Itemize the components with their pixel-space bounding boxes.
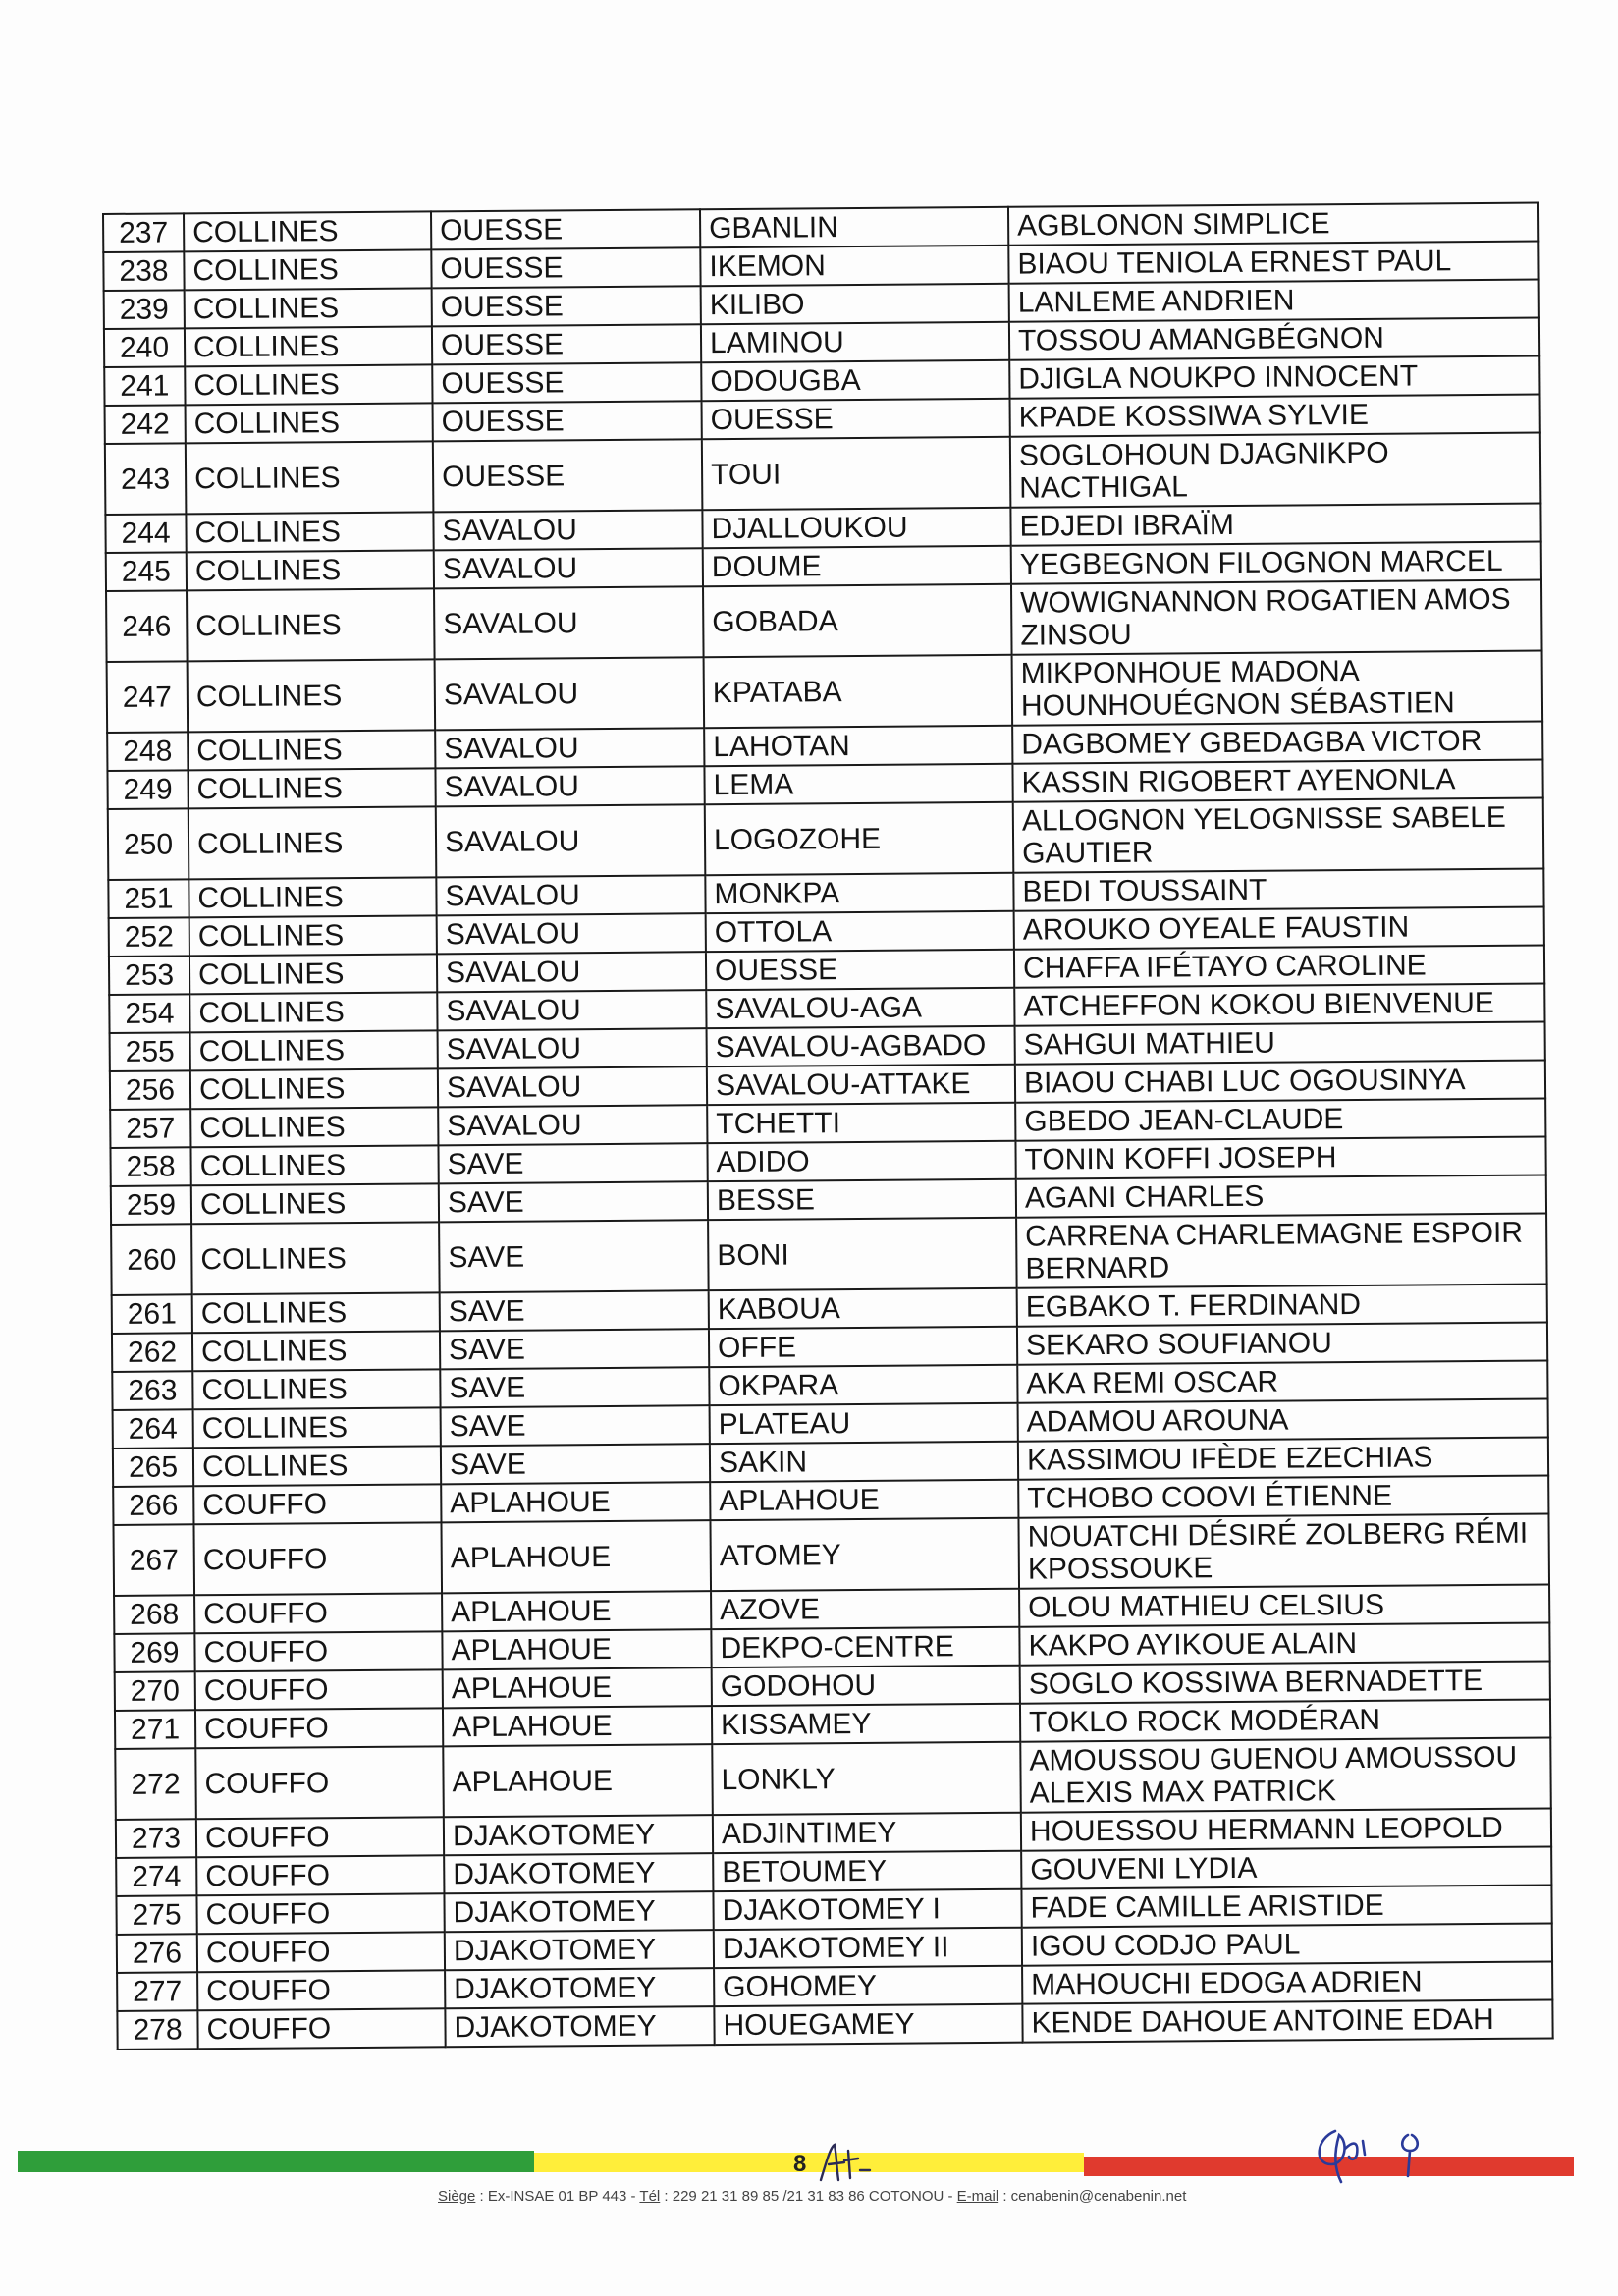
row-number-cell: 242 bbox=[105, 405, 186, 444]
roster-table bbox=[102, 202, 1554, 2050]
commune-cell: SAVE bbox=[440, 1367, 709, 1407]
row-number-cell: 273 bbox=[116, 1819, 196, 1858]
arrondissement-cell: IKEMON bbox=[700, 246, 1008, 286]
department-cell: COLLINES bbox=[190, 1068, 438, 1109]
arrondissement-cell: OTTOLA bbox=[706, 911, 1014, 952]
table-row bbox=[108, 797, 1544, 879]
arrondissement-cell: SAVALOU-AGBADO bbox=[707, 1026, 1015, 1066]
commune-cell: SAVALOU bbox=[435, 728, 704, 768]
row-number-cell: 255 bbox=[110, 1032, 190, 1071]
arrondissement-cell: KILIBO bbox=[701, 284, 1009, 324]
commune-cell: SAVE bbox=[439, 1181, 708, 1222]
arrondissement-cell: OUESSE bbox=[706, 950, 1014, 990]
arrondissement-cell: SAVALOU-AGA bbox=[706, 988, 1014, 1028]
row-number-cell: 268 bbox=[114, 1595, 194, 1634]
arrondissement-cell: GODOHOU bbox=[712, 1666, 1020, 1706]
row-number-cell: 245 bbox=[106, 552, 187, 591]
commune-cell: SAVE bbox=[440, 1329, 709, 1369]
commune-cell: SAVALOU bbox=[435, 766, 704, 806]
department-cell: COLLINES bbox=[191, 1183, 439, 1224]
tel-label: Tél bbox=[639, 2188, 661, 2205]
row-number-cell: 240 bbox=[104, 328, 185, 367]
siege-label: Siège bbox=[438, 2188, 476, 2205]
arrondissement-cell: KISSAMEY bbox=[712, 1704, 1020, 1744]
row-number-cell: 269 bbox=[114, 1633, 194, 1672]
commune-cell: SAVALOU bbox=[434, 548, 703, 588]
person-name-cell: SEKARO SOUFIANOU bbox=[1017, 1322, 1547, 1364]
roster-table-body bbox=[103, 203, 1553, 2050]
email-label: E-mail bbox=[956, 2188, 999, 2205]
department-cell: COLLINES bbox=[186, 441, 434, 514]
department-cell: COUFFO bbox=[196, 1817, 444, 1857]
row-number-cell: 271 bbox=[115, 1710, 195, 1749]
person-name-cell: OLOU MATHIEU CELSIUS bbox=[1019, 1584, 1549, 1626]
row-number-cell: 262 bbox=[112, 1333, 192, 1372]
person-name-cell: BIAOU TENIOLA ERNEST PAUL bbox=[1008, 242, 1538, 284]
commune-cell: SAVALOU bbox=[436, 875, 705, 915]
table-row bbox=[115, 1737, 1551, 1819]
department-cell: COLLINES bbox=[188, 730, 435, 770]
commune-cell: SAVE bbox=[440, 1290, 709, 1331]
row-number-cell: 259 bbox=[111, 1185, 191, 1225]
arrondissement-cell: LOGOZOHE bbox=[705, 802, 1014, 875]
department-cell: COLLINES bbox=[192, 1331, 440, 1371]
arrondissement-cell: DJALLOUKOU bbox=[702, 508, 1010, 548]
arrondissement-cell: APLAHOUE bbox=[710, 1480, 1018, 1520]
row-number-cell: 239 bbox=[104, 290, 185, 329]
department-cell: COLLINES bbox=[189, 806, 437, 879]
person-name-cell: EGBAKO T. FERDINAND bbox=[1017, 1284, 1547, 1326]
commune-cell: APLAHOUE bbox=[442, 1591, 711, 1631]
tel-value: : 229 21 31 89 85 /21 31 83 86 COTONOU - bbox=[660, 2188, 957, 2205]
person-name-cell: HOUESSOU HERMANN LEOPOLD bbox=[1021, 1808, 1551, 1850]
arrondissement-cell: SAKIN bbox=[710, 1442, 1018, 1482]
department-cell: COLLINES bbox=[186, 512, 433, 552]
department-cell: COLLINES bbox=[184, 249, 431, 290]
table-row bbox=[106, 579, 1542, 661]
person-name-cell: AROUKO OYEALE FAUSTIN bbox=[1014, 906, 1544, 949]
row-number-cell: 256 bbox=[110, 1070, 190, 1110]
row-number-cell: 250 bbox=[108, 808, 189, 880]
department-cell: COLLINES bbox=[192, 1292, 440, 1333]
arrondissement-cell: LONKLY bbox=[712, 1742, 1021, 1815]
department-cell: COLLINES bbox=[188, 659, 436, 732]
person-name-cell: MIKPONHOUE MADONA HOUNHOUÉGNON SÉBASTIEN bbox=[1012, 650, 1543, 725]
footer-address bbox=[438, 2188, 1187, 2205]
department-cell: COLLINES bbox=[185, 326, 432, 366]
arrondissement-cell: ODOUGBA bbox=[701, 360, 1009, 401]
person-name-cell: AKA REMI OSCAR bbox=[1017, 1360, 1547, 1402]
department-cell: COUFFO bbox=[196, 1893, 444, 1934]
commune-cell: DJAKOTOMEY bbox=[445, 1968, 714, 2008]
commune-cell: DJAKOTOMEY bbox=[445, 1930, 714, 1970]
commune-cell: SAVALOU bbox=[436, 804, 706, 877]
department-cell: COUFFO bbox=[197, 2008, 445, 2049]
commune-cell: SAVALOU bbox=[433, 510, 702, 550]
siege-address: : Ex-INSAE 01 BP 443 - bbox=[475, 2188, 640, 2205]
arrondissement-cell: LAHOTAN bbox=[704, 726, 1012, 766]
commune-cell: OUESSE bbox=[432, 362, 701, 403]
person-name-cell: TONIN KOFFI JOSEPH bbox=[1015, 1136, 1545, 1178]
person-name-cell: TOKLO ROCK MODÉRAN bbox=[1020, 1699, 1550, 1741]
department-cell: COLLINES bbox=[187, 550, 434, 590]
arrondissement-cell: SAVALOU-ATTAKE bbox=[707, 1065, 1015, 1105]
person-name-cell: KASSIMOU IFÈDE EZECHIAS bbox=[1018, 1437, 1548, 1479]
department-cell: COLLINES bbox=[184, 211, 431, 251]
commune-cell: SAVALOU bbox=[438, 1066, 707, 1107]
arrondissement-cell: TCHETTI bbox=[707, 1103, 1015, 1143]
department-cell: COUFFO bbox=[193, 1484, 441, 1524]
person-name-cell: DJIGLA NOUKPO INNOCENT bbox=[1009, 356, 1539, 399]
person-name-cell: ADAMOU AROUNA bbox=[1018, 1398, 1548, 1441]
department-cell: COLLINES bbox=[185, 364, 432, 405]
person-name-cell: CARRENA CHARLEMAGNE ESPOIR BERNARD bbox=[1016, 1213, 1547, 1287]
signature-icon bbox=[1306, 2121, 1453, 2186]
commune-cell: OUESSE bbox=[431, 209, 700, 249]
person-name-cell: KAKPO AYIKOUE ALAIN bbox=[1019, 1622, 1549, 1665]
commune-cell: APLAHOUE bbox=[443, 1744, 713, 1817]
row-number-cell: 267 bbox=[113, 1524, 194, 1596]
person-name-cell: MAHOUCHI EDOGA ADRIEN bbox=[1022, 1961, 1552, 2003]
row-number-cell: 275 bbox=[116, 1895, 196, 1935]
department-cell: COUFFO bbox=[195, 1708, 443, 1748]
department-cell: COUFFO bbox=[196, 1855, 444, 1895]
row-number-cell: 253 bbox=[109, 956, 189, 995]
row-number-cell: 266 bbox=[113, 1486, 193, 1525]
department-cell: COLLINES bbox=[190, 1107, 438, 1147]
commune-cell: DJAKOTOMEY bbox=[444, 1853, 713, 1893]
arrondissement-cell: DJAKOTOMEY I bbox=[713, 1889, 1021, 1930]
commune-cell: OUESSE bbox=[432, 324, 701, 364]
commune-cell: APLAHOUE bbox=[443, 1706, 712, 1746]
department-cell: COLLINES bbox=[193, 1446, 441, 1486]
row-number-cell: 244 bbox=[105, 514, 186, 553]
person-name-cell: KASSIN RIGOBERT AYENONLA bbox=[1012, 759, 1542, 801]
arrondissement-cell: ATOMEY bbox=[710, 1518, 1019, 1591]
department-cell: COLLINES bbox=[189, 915, 437, 956]
person-name-cell: TOSSOU AMANGBÉGNON bbox=[1009, 318, 1539, 360]
department-cell: COLLINES bbox=[190, 1030, 438, 1070]
person-name-cell: ALLOGNON YELOGNISSE SABELE GAUTIER bbox=[1013, 797, 1544, 872]
row-number-cell: 247 bbox=[107, 661, 189, 733]
person-name-cell: NOUATCHI DÉSIRÉ ZOLBERG RÉMI KPOSSOUKE bbox=[1018, 1513, 1549, 1588]
commune-cell: DJAKOTOMEY bbox=[444, 1891, 713, 1932]
row-number-cell: 263 bbox=[112, 1371, 192, 1410]
arrondissement-cell: MONKPA bbox=[705, 873, 1013, 913]
department-cell: COUFFO bbox=[195, 1746, 444, 1819]
row-number-cell: 274 bbox=[116, 1857, 196, 1896]
row-number-cell: 238 bbox=[103, 251, 184, 291]
person-name-cell: AGBLONON SIMPLICE bbox=[1008, 203, 1538, 246]
arrondissement-cell: DOUME bbox=[703, 546, 1011, 586]
person-name-cell: ATCHEFFON KOKOU BIENVENUE bbox=[1014, 983, 1544, 1025]
commune-cell: OUESSE bbox=[433, 401, 702, 441]
person-name-cell: SOGLO KOSSIWA BERNADETTE bbox=[1020, 1661, 1550, 1703]
arrondissement-cell: LAMINOU bbox=[701, 322, 1009, 362]
arrondissement-cell: GOBADA bbox=[703, 584, 1012, 657]
row-number-cell: 251 bbox=[108, 879, 189, 918]
commune-cell: OUESSE bbox=[432, 286, 701, 326]
arrondissement-cell: BETOUMEY bbox=[713, 1851, 1021, 1891]
department-cell: COLLINES bbox=[189, 877, 436, 917]
person-name-cell: SAHGUI MATHIEU bbox=[1015, 1021, 1545, 1064]
commune-cell: OUESSE bbox=[433, 439, 703, 512]
person-name-cell: CHAFFA IFÉTAYO CAROLINE bbox=[1014, 945, 1544, 987]
commune-cell: SAVALOU bbox=[437, 952, 706, 992]
commune-cell: DJAKOTOMEY bbox=[444, 1815, 713, 1855]
arrondissement-cell: ADJINTIMEY bbox=[713, 1813, 1021, 1853]
department-cell: COUFFO bbox=[193, 1522, 442, 1595]
commune-cell: SAVALOU bbox=[437, 913, 706, 954]
row-number-cell: 277 bbox=[117, 1972, 197, 2011]
arrondissement-cell: KPATABA bbox=[704, 655, 1013, 728]
row-number-cell: 243 bbox=[105, 443, 187, 515]
person-name-cell: LANLEME ANDRIEN bbox=[1009, 280, 1539, 322]
commune-cell: OUESSE bbox=[431, 247, 700, 288]
commune-cell: APLAHOUE bbox=[442, 1629, 711, 1669]
person-name-cell: IGOU CODJO PAUL bbox=[1022, 1923, 1552, 1965]
arrondissement-cell: OFFE bbox=[709, 1327, 1017, 1367]
arrondissement-cell: AZOVE bbox=[711, 1589, 1019, 1629]
department-cell: COLLINES bbox=[192, 1369, 440, 1409]
row-number-cell: 252 bbox=[109, 917, 189, 957]
row-number-cell: 237 bbox=[103, 213, 184, 252]
arrondissement-cell: KABOUA bbox=[709, 1288, 1017, 1329]
arrondissement-cell: ADIDO bbox=[707, 1141, 1015, 1181]
person-name-cell: YEGBEGNON FILOGNON MARCEL bbox=[1011, 541, 1541, 583]
department-cell: COUFFO bbox=[194, 1593, 442, 1633]
department-cell: COLLINES bbox=[193, 1407, 441, 1448]
commune-cell: SAVALOU bbox=[438, 1105, 707, 1145]
row-number-cell: 248 bbox=[107, 732, 188, 771]
person-name-cell: WOWIGNANNON ROGATIEN AMOS ZINSOU bbox=[1011, 579, 1542, 654]
department-cell: COLLINES bbox=[189, 992, 437, 1032]
person-name-cell: GOUVENI LYDIA bbox=[1021, 1846, 1551, 1888]
row-number-cell: 278 bbox=[117, 2010, 197, 2050]
commune-cell: APLAHOUE bbox=[443, 1667, 712, 1708]
arrondissement-cell: BESSE bbox=[708, 1179, 1016, 1220]
row-number-cell: 272 bbox=[115, 1748, 196, 1820]
page-number: 8 bbox=[793, 2151, 807, 2177]
table-row bbox=[113, 1513, 1549, 1595]
row-number-cell: 257 bbox=[110, 1109, 190, 1148]
initials-mark-icon bbox=[815, 2141, 874, 2186]
department-cell: COLLINES bbox=[191, 1222, 440, 1294]
band-yellow-segment bbox=[534, 2153, 1084, 2172]
commune-cell: SAVALOU bbox=[434, 586, 704, 659]
department-cell: COLLINES bbox=[185, 288, 432, 328]
commune-cell: SAVALOU bbox=[437, 990, 706, 1030]
person-name-cell: FADE CAMILLE ARISTIDE bbox=[1021, 1885, 1551, 1927]
department-cell: COLLINES bbox=[187, 588, 435, 661]
commune-cell: SAVE bbox=[439, 1220, 709, 1292]
arrondissement-cell: DJAKOTOMEY II bbox=[714, 1928, 1022, 1968]
commune-cell: SAVE bbox=[438, 1143, 707, 1183]
row-number-cell: 258 bbox=[110, 1147, 190, 1186]
person-name-cell: BIAOU CHABI LUC OGOUSINYA bbox=[1015, 1060, 1545, 1102]
arrondissement-cell: DEKPO-CENTRE bbox=[711, 1627, 1019, 1667]
commune-cell: SAVALOU bbox=[435, 657, 705, 730]
band-green-segment bbox=[18, 2151, 534, 2172]
arrondissement-cell: HOUEGAMEY bbox=[714, 2004, 1022, 2045]
commune-cell: APLAHOUE bbox=[441, 1520, 711, 1593]
row-number-cell: 241 bbox=[104, 366, 185, 406]
arrondissement-cell: GOHOMEY bbox=[714, 1966, 1022, 2006]
department-cell: COLLINES bbox=[189, 954, 437, 994]
arrondissement-cell: LEMA bbox=[704, 764, 1012, 804]
person-name-cell: BEDI TOUSSAINT bbox=[1013, 868, 1543, 910]
row-number-cell: 260 bbox=[111, 1224, 192, 1295]
person-name-cell: AGANI CHARLES bbox=[1016, 1175, 1546, 1217]
row-number-cell: 264 bbox=[113, 1409, 193, 1449]
person-name-cell: SOGLOHOUN DJAGNIKPO NACTHIGAL bbox=[1010, 433, 1541, 508]
person-name-cell: KENDE DAHOUE ANTOINE EDAH bbox=[1022, 1999, 1552, 2042]
arrondissement-cell: OKPARA bbox=[709, 1365, 1017, 1405]
arrondissement-cell: PLATEAU bbox=[710, 1403, 1018, 1444]
person-name-cell: GBEDO JEAN-CLAUDE bbox=[1015, 1098, 1545, 1140]
row-number-cell: 276 bbox=[117, 1934, 197, 1973]
commune-cell: SAVALOU bbox=[438, 1028, 707, 1068]
department-cell: COUFFO bbox=[197, 1932, 445, 1972]
person-name-cell: TCHOBO COOVI ÉTIENNE bbox=[1018, 1475, 1548, 1517]
table-row bbox=[105, 433, 1541, 515]
department-cell: COUFFO bbox=[195, 1669, 443, 1710]
email-value: : cenabenin@cenabenin.net bbox=[998, 2188, 1187, 2205]
arrondissement-cell: BONI bbox=[708, 1218, 1017, 1290]
row-number-cell: 270 bbox=[115, 1671, 195, 1711]
row-number-cell: 261 bbox=[112, 1294, 192, 1334]
department-cell: COLLINES bbox=[186, 403, 433, 443]
row-number-cell: 249 bbox=[107, 770, 188, 809]
department-cell: COUFFO bbox=[194, 1631, 442, 1671]
row-number-cell: 254 bbox=[109, 994, 189, 1033]
person-name-cell: AMOUSSOU GUENOU AMOUSSOU ALEXIS MAX PATRICK bbox=[1020, 1737, 1551, 1812]
person-name-cell: EDJEDI IBRAÏM bbox=[1010, 504, 1540, 546]
table-row bbox=[107, 650, 1543, 732]
commune-cell: SAVE bbox=[441, 1405, 710, 1446]
table-row bbox=[111, 1213, 1547, 1294]
person-name-cell: DAGBOMEY GBEDAGBA VICTOR bbox=[1012, 721, 1542, 763]
commune-cell: DJAKOTOMEY bbox=[445, 2006, 714, 2047]
department-cell: COUFFO bbox=[197, 1970, 445, 2010]
department-cell: COLLINES bbox=[188, 768, 435, 808]
row-number-cell: 246 bbox=[106, 590, 188, 662]
arrondissement-cell: TOUI bbox=[702, 437, 1011, 510]
department-cell: COLLINES bbox=[190, 1145, 438, 1185]
arrondissement-cell: OUESSE bbox=[702, 399, 1010, 439]
row-number-cell: 265 bbox=[113, 1448, 193, 1487]
commune-cell: APLAHOUE bbox=[441, 1482, 710, 1522]
arrondissement-cell: GBANLIN bbox=[700, 207, 1008, 247]
commune-cell: SAVE bbox=[441, 1444, 710, 1484]
person-name-cell: KPADE KOSSIWA SYLVIE bbox=[1010, 395, 1540, 437]
